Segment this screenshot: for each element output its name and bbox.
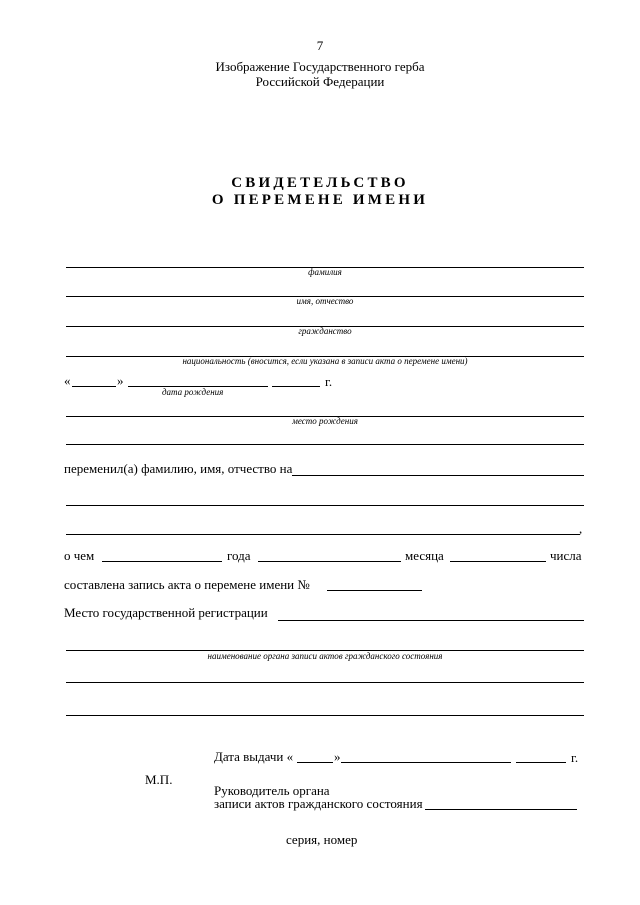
dob-close-quote: » [117,373,124,388]
head-label-line2: записи актов гражданского состояния [214,796,423,811]
series-number-label: серия, номер [286,832,358,847]
nationality-caption: национальность (вносится, если указана в записи акта о перемене имени) [182,356,468,366]
month-label: месяца [405,548,444,563]
about-label: о чем [64,548,95,563]
dob-day-line[interactable] [72,386,116,387]
issue-month-line[interactable] [341,762,511,763]
dob-year-line[interactable] [272,386,320,387]
signature-line[interactable] [425,809,577,810]
changed-label: переменил(а) фамилию, имя, отчество на [64,461,293,476]
registry-line-2[interactable] [66,682,584,683]
surname-caption: фамилия [308,267,342,277]
issue-year-suffix: г. [571,750,579,765]
year-line[interactable] [102,561,222,562]
registry-line-3[interactable] [66,715,584,716]
new-name-line[interactable] [292,475,584,476]
head-label-line1: Руководитель органа [214,783,330,798]
year-label: года [227,548,251,563]
certificate-title-line2: О ПЕРЕМЕНЕ ИМЕНИ [211,192,429,208]
month-line[interactable] [258,561,401,562]
record-number-line[interactable] [327,590,422,591]
issue-date-label: Дата выдачи « [214,749,294,764]
registration-label: Место государственной регистрации [64,605,268,620]
dob-caption: дата рождения [162,387,224,397]
birthplace-line-2[interactable] [66,444,584,445]
dob-year-suffix: г. [325,374,333,389]
emblem-caption-line1: Изображение Государственного герба [215,59,425,74]
day-label: числа [550,548,582,563]
trailing-comma: , [579,521,583,536]
record-label: составлена запись акта о перемене имени № [64,577,310,592]
registration-line[interactable] [278,620,584,621]
registry-caption: наименование органа записи актов гражданского состояния [207,651,443,661]
name-caption: имя, отчество [296,296,354,306]
birthplace-caption: место рождения [292,416,358,426]
certificate-title-line1: СВИДЕТЕЛЬСТВО [231,175,409,191]
page-number: 7 [316,38,324,53]
stamp-label: М.П. [145,772,173,787]
day-line[interactable] [450,561,546,562]
citizenship-caption: гражданство [298,326,352,336]
issue-year-line[interactable] [516,762,566,763]
new-name-line-2[interactable] [66,505,584,506]
issue-close-quote: » [334,749,341,764]
new-name-line-3[interactable] [66,534,580,535]
emblem-caption-line2: Российской Федерации [255,74,385,89]
issue-day-line[interactable] [297,762,333,763]
dob-open-quote: « [64,373,71,388]
